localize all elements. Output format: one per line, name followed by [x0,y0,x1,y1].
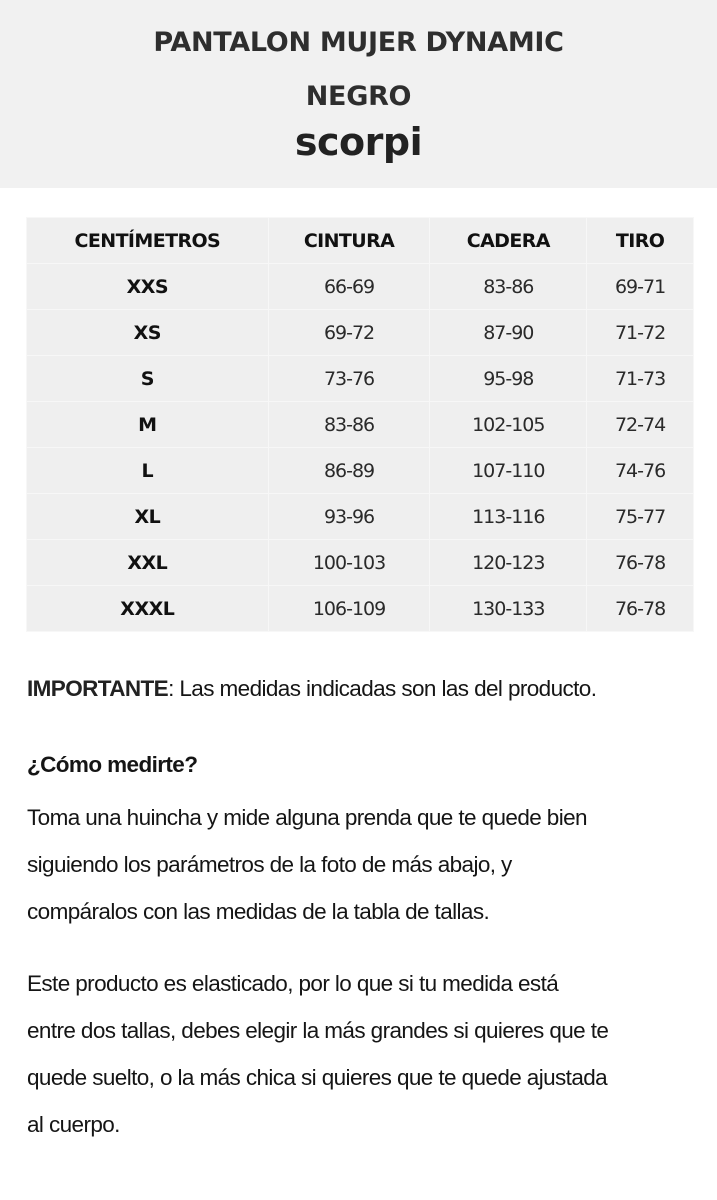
cadera-value: 102-105 [430,402,587,448]
size-label: XXXL [27,586,269,632]
size-label: M [27,402,269,448]
size-label: XXL [27,540,269,586]
cadera-value: 113-116 [430,494,587,540]
tiro-value: 69-71 [587,264,694,310]
tiro-value: 76-78 [587,540,694,586]
cadera-value: 87-90 [430,310,587,356]
size-chart-table [26,217,694,632]
table-row [27,402,694,448]
how-to-measure-paragraph [27,794,707,935]
paragraph-line: entre dos tallas, debes elegir la más grandes si quieres que te [27,1018,609,1043]
cadera-value: 130-133 [430,586,587,632]
column-header-tiro: TIRO [587,218,694,264]
paragraph-line: Este producto es elasticado, por lo que si tu medida está [27,971,559,996]
cintura-value: 73-76 [268,356,430,402]
cadera-value: 107-110 [430,448,587,494]
table-row [27,494,694,540]
column-header-centimetros: CENTÍMETROS [27,218,269,264]
size-label: L [27,448,269,494]
cadera-value: 83-86 [430,264,587,310]
tiro-value: 71-72 [587,310,694,356]
table-row [27,448,694,494]
table-row [27,540,694,586]
cintura-value: 66-69 [268,264,430,310]
brand-logo: scorpi [294,120,423,164]
size-label: XS [27,310,269,356]
important-text: : Las medidas indicadas son las del producto. [168,676,597,701]
paragraph-line: Toma una huincha y mide alguna prenda que te quede bien [27,805,587,830]
cintura-value: 83-86 [268,402,430,448]
important-label: IMPORTANTE [27,676,169,701]
cintura-value: 100-103 [268,540,430,586]
table-header-row [27,218,694,264]
size-label: S [27,356,269,402]
column-header-cadera: CADERA [430,218,587,264]
tiro-value: 72-74 [587,402,694,448]
how-to-measure-heading: ¿Cómo medirte? [27,752,198,777]
cintura-value: 69-72 [268,310,430,356]
tiro-value: 75-77 [587,494,694,540]
paragraph-line: siguiendo los parámetros de la foto de más abajo, y [27,852,512,877]
product-title-line2: NEGRO [305,81,412,112]
table-row [27,264,694,310]
column-header-cintura: CINTURA [268,218,430,264]
cintura-value: 86-89 [268,448,430,494]
paragraph-line: al cuerpo. [27,1112,120,1137]
table-row [27,586,694,632]
table-row [27,310,694,356]
tiro-value: 71-73 [587,356,694,402]
important-note [27,676,707,702]
tiro-value: 76-78 [587,586,694,632]
paragraph-line: quede suelto, o la más chica si quieres que te quede ajustada [27,1065,608,1090]
tiro-value: 74-76 [587,448,694,494]
product-header [0,0,717,188]
table-row [27,356,694,402]
product-title-line1: PANTALON MUJER DYNAMIC [153,27,564,58]
elastic-note-paragraph [27,960,707,1148]
cintura-value: 106-109 [268,586,430,632]
size-label: XL [27,494,269,540]
cintura-value: 93-96 [268,494,430,540]
paragraph-line: compáralos con las medidas de la tabla de tallas. [27,899,490,924]
size-label: XXS [27,264,269,310]
cadera-value: 120-123 [430,540,587,586]
cadera-value: 95-98 [430,356,587,402]
